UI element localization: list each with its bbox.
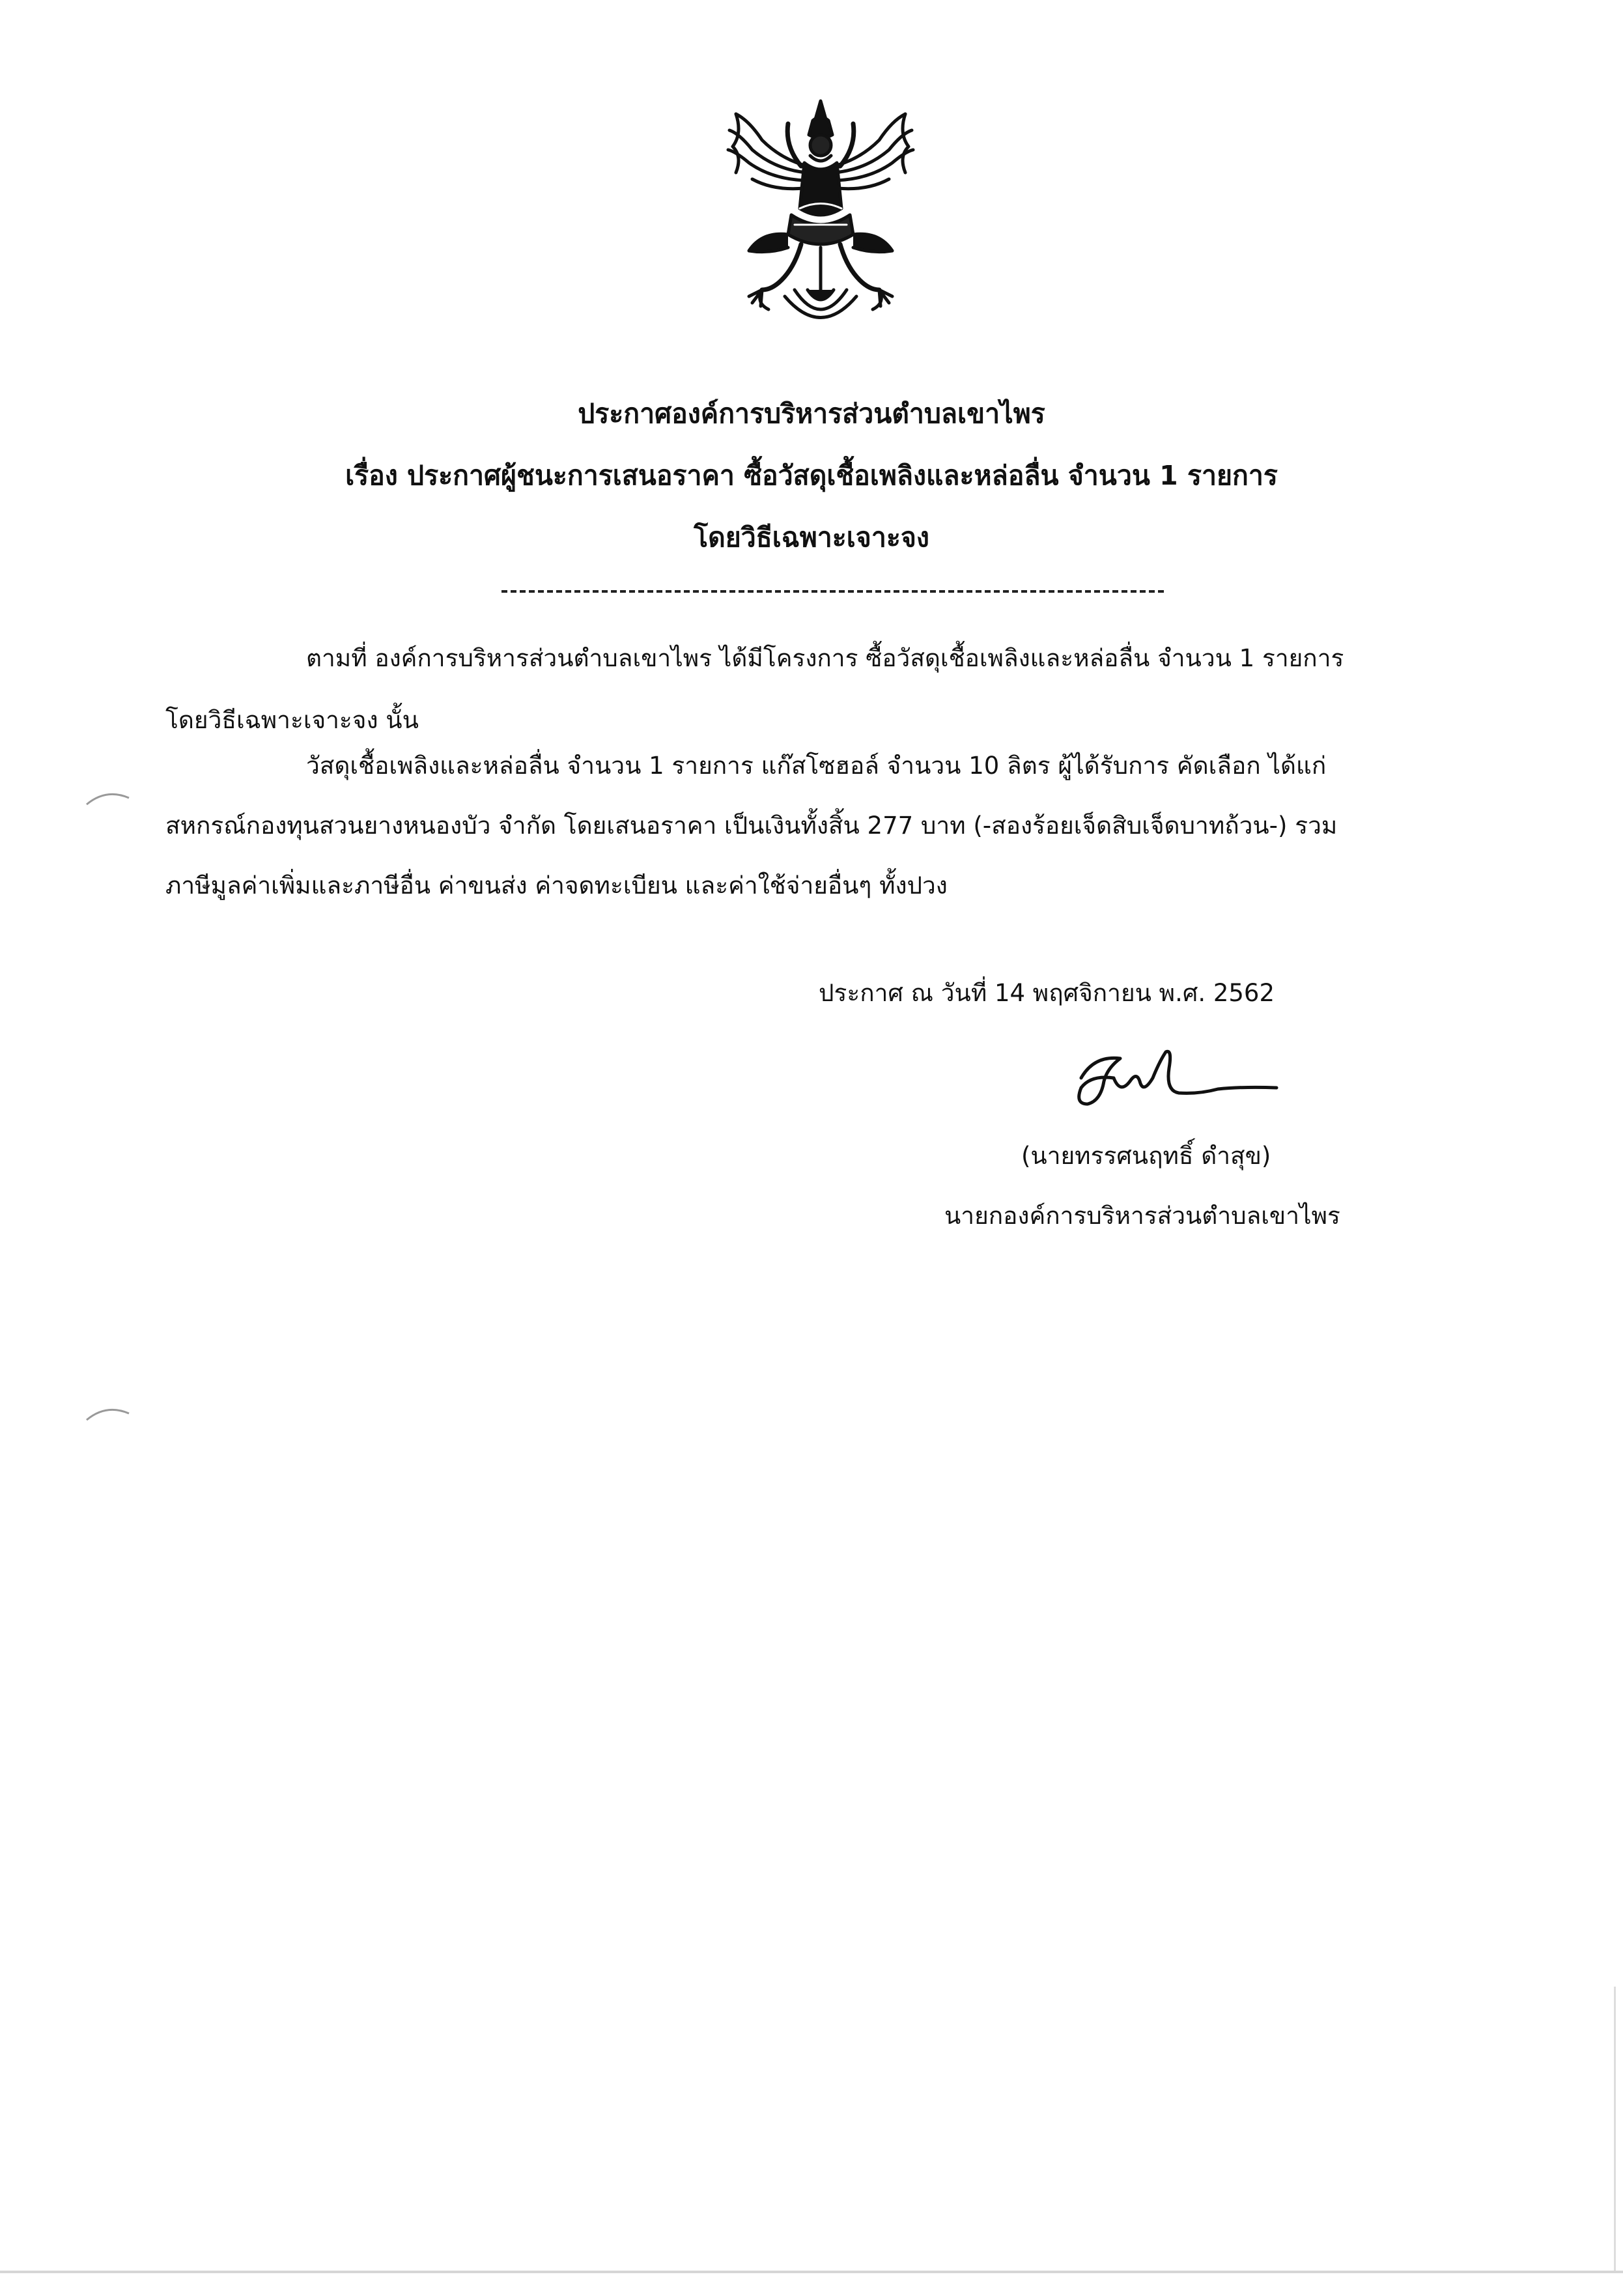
paragraph-2-line-1: วัสดุเชื้อเพลิงและหล่อลื่น จำนวน 1 รายการ แก๊สโซฮอล์ จำนวน 10 ลิตร ผู้ได้รับการ คัดเลือก ได้แก่ — [306, 752, 1327, 780]
paragraph-2-line-2: สหกรณ์กองทุนสวนยางหนองบัว จำกัด โดยเสนอราคา เป็นเงินทั้งสิ้น 277 บาท (-สองร้อยเจ็ดสิบเจ็ดบาทถ้วน-) รวม — [165, 812, 1338, 840]
scan-edge-bottom — [0, 2271, 1623, 2273]
garuda-emblem-icon — [723, 94, 918, 335]
punch-hole-mark — [83, 1400, 135, 1426]
scan-edge-right — [1614, 1987, 1616, 2271]
paragraph-1-line-1: ตามที่ องค์การบริหารส่วนตำบลเขาไพร ได้มีโครงการ ซื้อวัสดุเชื้อเพลิงและหล่อลื่น จำนวน 1 รายการ — [306, 644, 1344, 672]
announcement-date: ประกาศ ณ วันที่ 14 พฤศจิกายน พ.ศ. 2562 — [819, 979, 1275, 1007]
paragraph-2-line-3: ภาษีมูลค่าเพิ่มและภาษีอื่น ค่าขนส่ง ค่าจดทะเบียน และค่าใช้จ่ายอื่นๆ ทั้งปวง — [165, 872, 948, 900]
punch-hole-mark — [83, 785, 135, 811]
document-subject: เรื่อง ประกาศผู้ชนะการเสนอราคา ซื้อวัสดุเชื้อเพลิงและหล่อลื่น จำนวน 1 รายการ — [345, 460, 1278, 491]
dashed-separator — [501, 590, 1166, 593]
procurement-method: โดยวิธีเฉพาะเจาะจง — [694, 522, 929, 553]
document-title: ประกาศองค์การบริหารส่วนตำบลเขาไพร — [578, 398, 1045, 429]
signatory-name: (นายทรรศนฤทธิ์ ดำสุข) — [1021, 1142, 1271, 1170]
handwritten-signature-icon — [1068, 1042, 1283, 1127]
paragraph-1-line-2: โดยวิธีเฉพาะเจาะจง นั้น — [165, 706, 419, 734]
signatory-position: นายกองค์การบริหารส่วนตำบลเขาไพร — [944, 1202, 1340, 1230]
